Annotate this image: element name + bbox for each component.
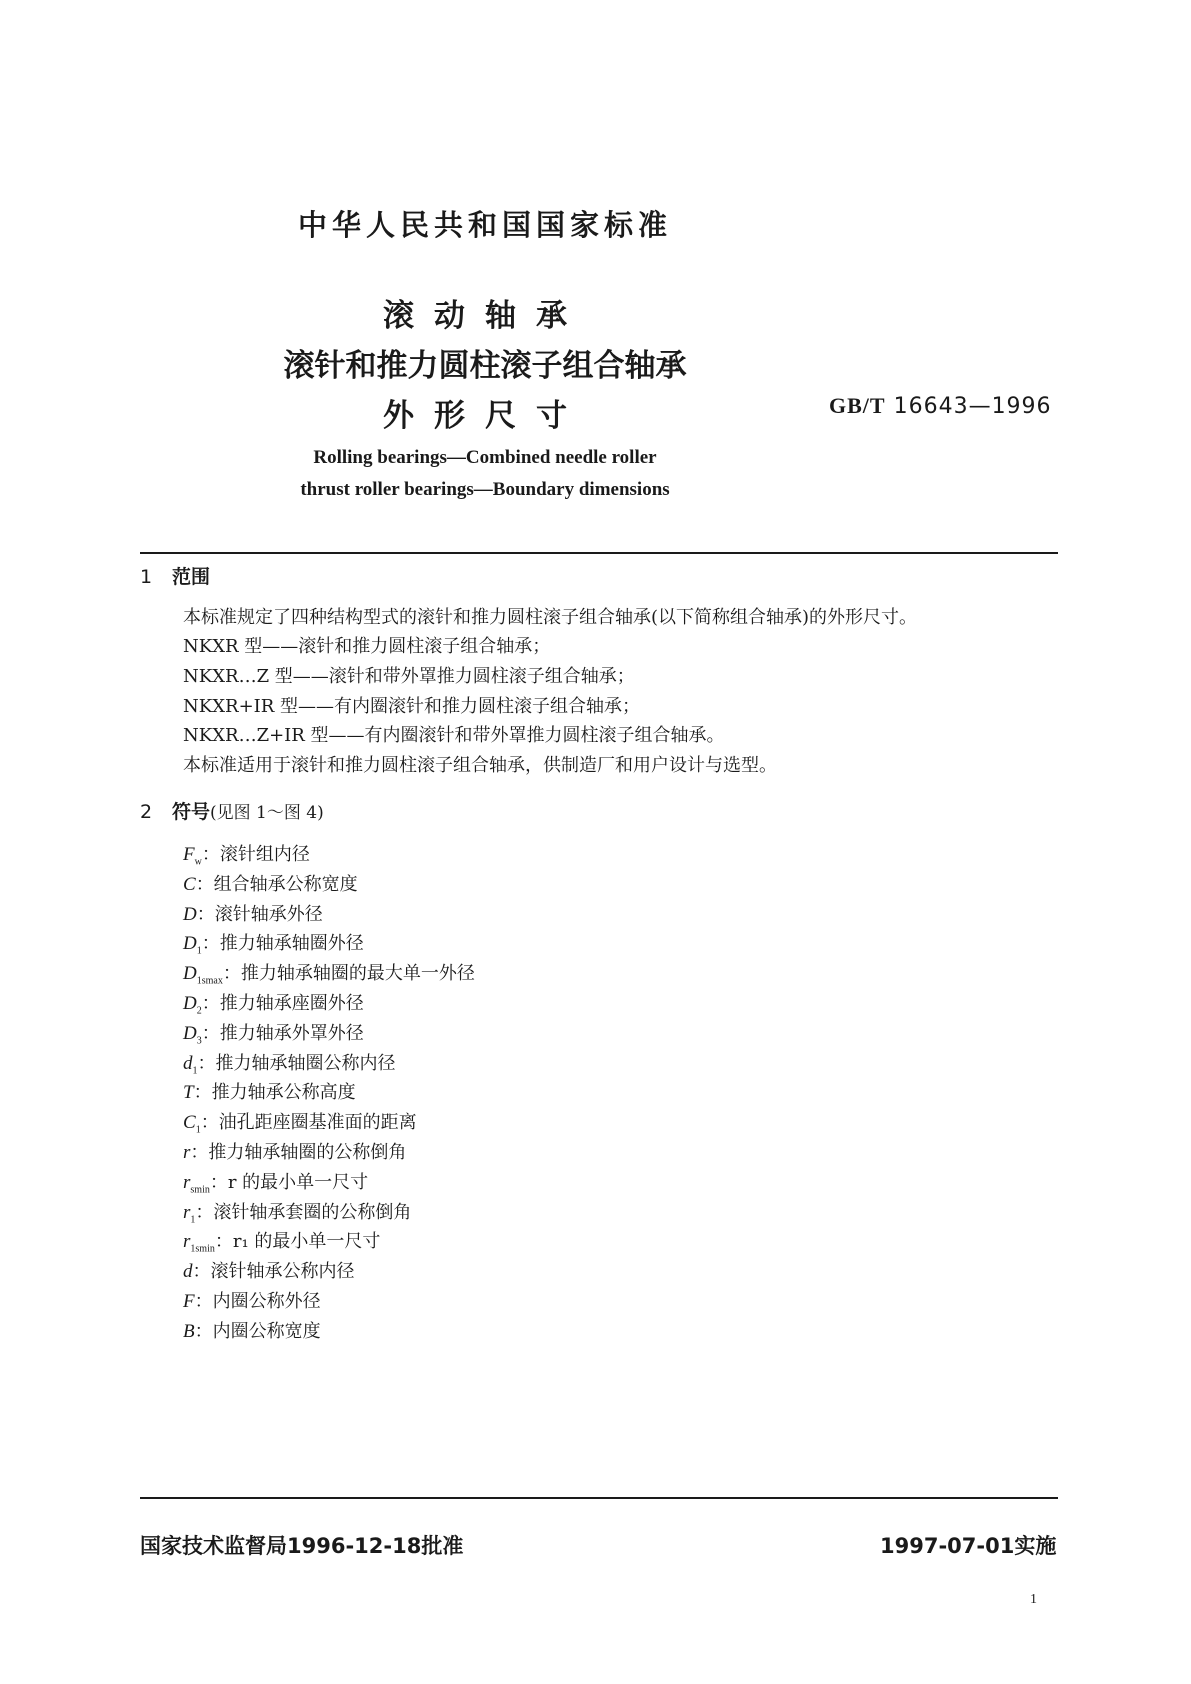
symbol-letter: C [183,1112,196,1134]
footer-divider [140,1497,1058,1499]
symbol-item [183,1257,355,1283]
symbol-letter: r [183,1142,191,1163]
symbol-letter: T [183,1082,194,1104]
symbol-letter: d [183,1052,193,1074]
country-standard-heading: 中华人民共和国国家标准 [298,208,673,242]
symbol-letter: C [183,873,196,895]
symbol-letter: D [183,1022,197,1044]
symbol-description: ：推力轴承公称高度 [193,1082,356,1104]
symbol-subscript: w [194,856,202,868]
scope-applicability: 本标准适用于滚针和推力圆柱滚子组合轴承，供制造厂和用户设计与选型。 [183,755,777,776]
english-title-line-2: thrust roller bearings—Boundary dimensions [300,479,670,500]
symbol-description: ：推力轴承外罩外径 [201,1022,364,1044]
symbol-item [183,1168,368,1196]
symbol-item [183,900,323,926]
symbol-letter: D [183,933,197,955]
symbol-subscript: 2 [196,1005,202,1017]
symbol-item [183,1227,380,1255]
section-1-heading [140,562,210,589]
symbol-item [183,1019,364,1047]
symbol-description: ：内圈公称宽度 [194,1320,321,1342]
title-line-3: 外形尺寸 [383,398,587,434]
standard-prefix: GB/T [829,393,886,418]
symbol-description: ：内圈公称外径 [194,1291,321,1312]
symbol-description: ：滚针轴承外径 [196,903,323,925]
standard-number [829,393,1052,419]
symbol-letter: D [183,963,197,985]
symbol-item [183,870,358,896]
symbol-subscript: 1 [196,945,202,957]
symbol-item [183,840,310,868]
symbol-letter: r [183,1201,191,1223]
symbol-subscript: 1 [192,1065,198,1077]
symbol-description: ：推力轴承座圈外径 [201,993,364,1014]
symbol-letter: D [183,993,197,1014]
symbol-description: ：推力轴承轴圈的公称倒角 [190,1142,407,1163]
symbol-description: ：推力轴承轴圈外径 [201,933,364,955]
symbol-subscript: 1 [195,1124,201,1136]
symbol-item [183,1138,406,1164]
symbol-letter: F [183,1291,195,1312]
symbol-item [183,1317,321,1343]
symbol-letter: F [183,844,195,865]
section-1-title: 范围 [172,566,211,588]
symbol-item [183,1108,417,1136]
symbol-description: ：滚针组内径 [201,844,310,865]
symbol-subscript: smin [190,1184,210,1196]
symbol-item [183,1287,321,1313]
section-2-heading [140,797,324,824]
symbol-subscript: 3 [196,1035,202,1047]
symbol-item [183,1078,356,1104]
symbol-item [183,1198,411,1226]
effective-date: 1997-07-01实施 [880,1534,1057,1558]
symbol-letter: d [183,1261,193,1283]
symbol-letter: r [183,1171,191,1193]
symbol-item [183,929,364,957]
symbol-item [183,989,364,1017]
standard-code: 16643—1996 [893,394,1052,419]
symbol-item [183,1049,396,1077]
scope-type-nkxr-z-ir: NKXR…Z+IR 型——有内圈滚针和带外罩推力圆柱滚子组合轴承。 [183,725,725,746]
scope-type-nkxr: NKXR 型——滚针和推力圆柱滚子组合轴承； [183,636,551,657]
symbol-description: ：推力轴承轴圈公称内径 [197,1052,396,1074]
section-2-title: 符号 [172,801,211,823]
symbol-letter: D [183,903,197,925]
scope-type-nkxr-z: NKXR…Z 型——滚针和带外罩推力圆柱滚子组合轴承； [183,666,635,687]
symbol-subscript: 1 [190,1214,196,1226]
symbol-description: ：r₁ 的最小单一尺寸 [214,1231,381,1253]
title-line-1: 滚动轴承 [383,298,587,334]
symbol-description: ：滚针轴承公称内径 [192,1261,355,1283]
symbol-description: ：油孔距座圈基准面的距离 [200,1112,417,1134]
symbol-description: ：滚针轴承套圈的公称倒角 [195,1201,412,1223]
symbol-letter: B [183,1320,195,1342]
symbol-subscript: 1smin [190,1243,215,1255]
scope-type-nkxr-ir: NKXR+IR 型——有内圈滚针和推力圆柱滚子组合轴承； [183,696,641,717]
symbol-subscript: 1smax [196,975,223,987]
page-number: 1 [1030,1592,1037,1607]
symbol-description: ：推力轴承轴圈的最大单一外径 [222,963,475,985]
section-1-number: 1 [140,566,153,588]
symbol-description: ：r 的最小单一尺寸 [209,1171,369,1193]
section-2-title-note: (见图 1～图 4) [210,803,324,823]
symbol-letter: r [183,1231,191,1253]
symbol-item [183,959,475,987]
title-line-2: 滚针和推力圆柱滚子组合轴承 [283,348,687,384]
section-2-number: 2 [140,801,153,823]
english-title-line-1: Rolling bearings—Combined needle roller [313,447,657,468]
symbol-description: ：组合轴承公称宽度 [195,873,358,895]
header-divider [140,552,1058,554]
approval-date: 国家技术监督局1996-12-18批准 [140,1534,464,1558]
scope-paragraph: 本标准规定了四种结构型式的滚针和推力圆柱滚子组合轴承(以下简称组合轴承)的外形尺寸。 [183,607,918,628]
